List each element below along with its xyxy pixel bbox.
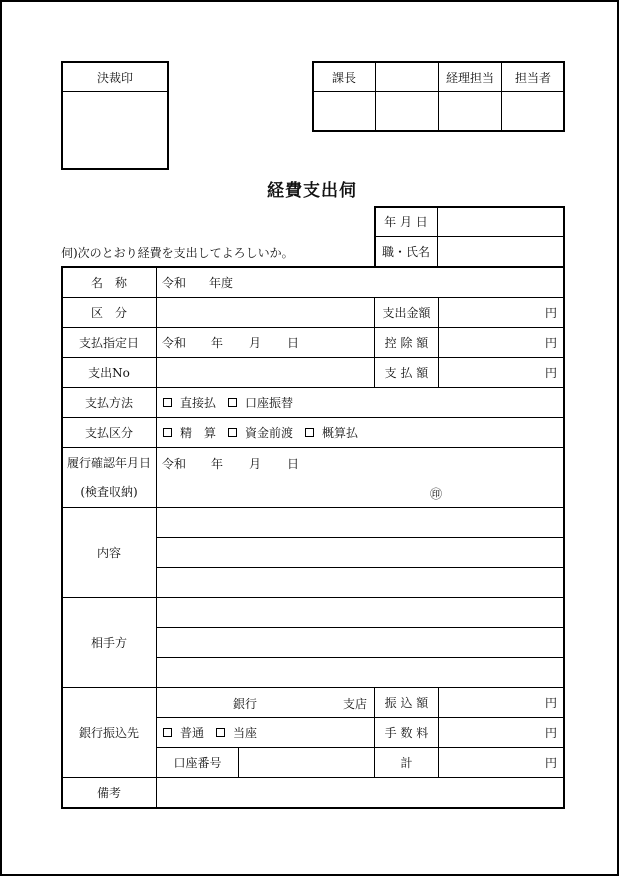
position-name-label: 職・氏名 bbox=[381, 245, 430, 259]
account-type-options bbox=[157, 718, 257, 747]
name-nendo: 年度 bbox=[209, 276, 234, 290]
method-transfer-checkbox[interactable] bbox=[228, 398, 237, 407]
naiyou-label: 内容 bbox=[96, 546, 121, 560]
method-options bbox=[157, 388, 293, 417]
kubun2-options bbox=[157, 418, 358, 447]
bank-label: 銀行振込先 bbox=[78, 726, 139, 740]
shishutsu-no-label: 支出No bbox=[88, 366, 130, 380]
ginko-label: 銀行 bbox=[233, 697, 258, 711]
kubun2-maewatashi-checkbox[interactable] bbox=[228, 428, 237, 437]
aitekata-label: 相手方 bbox=[90, 636, 127, 650]
futsu-label: 普通 bbox=[180, 726, 205, 740]
seal-mark: ㊞ bbox=[430, 487, 443, 501]
shitei-nen: 年 bbox=[211, 336, 224, 350]
kubun2-seisan-label: 精 算 bbox=[180, 426, 217, 440]
method-direct-label: 直接払 bbox=[180, 396, 217, 410]
request-text: 伺)次のとおり経費を支出してよろしいか。 bbox=[61, 245, 294, 260]
tesuryo-yen: 円 bbox=[544, 726, 557, 740]
shiharai-gaku-label: 支 払 額 bbox=[384, 366, 429, 380]
shishutsu-kingaku-label: 支出金額 bbox=[382, 306, 431, 320]
kojo-yen: 円 bbox=[544, 336, 557, 350]
biko-label: 備考 bbox=[96, 786, 121, 800]
kei-label: 計 bbox=[400, 756, 413, 770]
kubun2-seisan-checkbox[interactable] bbox=[163, 428, 172, 437]
toza-label: 当座 bbox=[233, 726, 258, 740]
name-reiwa: 令和 bbox=[162, 276, 187, 290]
toza-checkbox[interactable] bbox=[216, 728, 225, 737]
rikou-hi: 日 bbox=[287, 457, 300, 471]
futsu-checkbox[interactable] bbox=[163, 728, 172, 737]
shitei-tsuki: 月 bbox=[249, 336, 262, 350]
kubun2-label: 支払区分 bbox=[84, 426, 133, 440]
rikou-reiwa: 令和 bbox=[162, 457, 187, 471]
kojo-label: 控 除 額 bbox=[384, 336, 429, 350]
furikomi-yen: 円 bbox=[544, 696, 557, 710]
shiharai-gaku-yen: 円 bbox=[544, 366, 557, 380]
kubun-label: 区 分 bbox=[90, 306, 127, 320]
rikou-label: 履行確認年月日 bbox=[66, 455, 151, 470]
shishutsu-kingaku-yen: 円 bbox=[544, 306, 557, 320]
furikomi-label: 振 込 額 bbox=[384, 696, 429, 710]
kubun2-maewatashi-label: 資金前渡 bbox=[245, 426, 294, 440]
shiten-label: 支店 bbox=[343, 697, 368, 711]
rikou-nen: 年 bbox=[211, 457, 224, 471]
date-label: 年 月 日 bbox=[384, 215, 428, 229]
kubun2-gaisan-label: 概算払 bbox=[322, 426, 359, 440]
shitei-reiwa: 令和 bbox=[162, 336, 187, 350]
signoff-keiri-label: 経理担当 bbox=[445, 70, 494, 85]
method-transfer-label: 口座振替 bbox=[245, 396, 294, 410]
kei-yen: 円 bbox=[544, 756, 557, 770]
name-label: 名 称 bbox=[90, 275, 127, 290]
rikou-tsuki: 月 bbox=[249, 457, 262, 471]
signoff-kacho-label: 課長 bbox=[331, 70, 356, 85]
kouza-label: 口座番号 bbox=[173, 756, 222, 770]
tesuryo-label: 手 数 料 bbox=[384, 726, 429, 740]
method-direct-checkbox[interactable] bbox=[163, 398, 172, 407]
kubun2-gaisan-checkbox[interactable] bbox=[305, 428, 314, 437]
page-title: 経費支出伺 bbox=[267, 180, 357, 201]
signoff-tanto-label: 担当者 bbox=[514, 70, 551, 85]
approval-seal-label: 決裁印 bbox=[96, 70, 133, 85]
shitei-hi: 日 bbox=[287, 336, 300, 350]
kensa-label: (検査収納) bbox=[80, 485, 138, 499]
shiharai-shitei-label: 支払指定日 bbox=[78, 336, 139, 350]
method-label: 支払方法 bbox=[84, 396, 133, 410]
